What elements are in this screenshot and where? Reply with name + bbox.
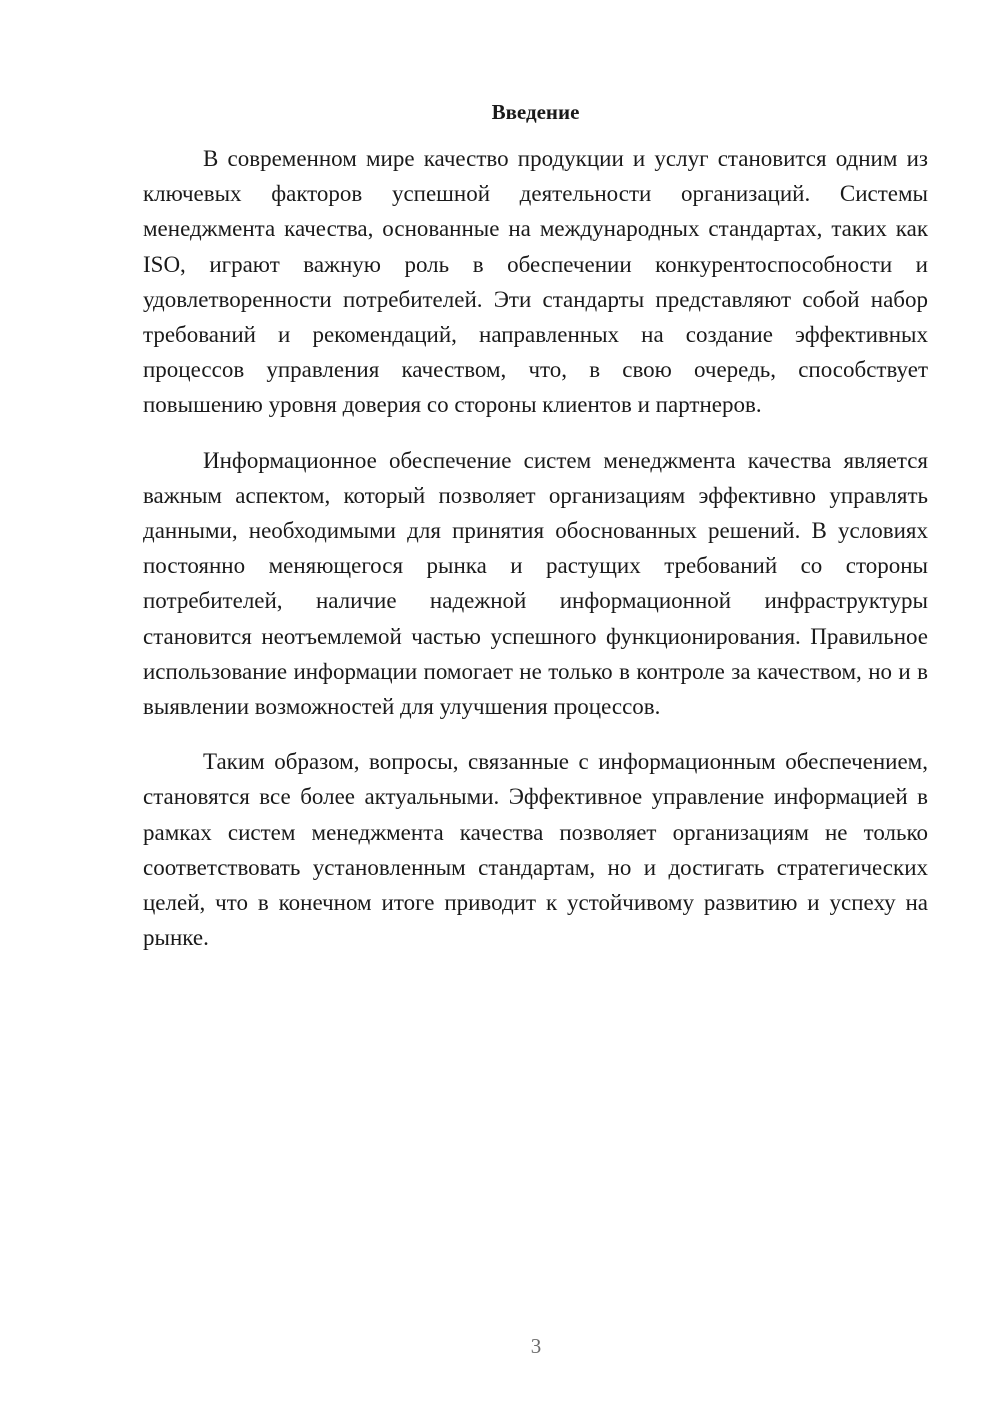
- paragraph-information-support: Информационное обеспечение систем менеджмента качества является важным аспектом, который позволяет организациям эффективно управлять данными, необходимыми для принятия обоснованных решений. В условиях постоянно меняющегося рынка и растущих требований со стороны потребителей, наличие надежной информационной инфраструктуры становится неотъемлемой частью успешного функционирования. Правильное использование информации помогает не только в контроле за качеством, но и в выявлении возможностей для улучшения процессов.: [143, 447, 928, 720]
- paragraph-conclusion: Таким образом, вопросы, связанные с информационным обеспечением, становятся все более актуальными. Эффективное управление информацией в рамках систем менеджмента качества позволяет организациям не только соответствовать установленным стандартам, но и достигать стратегических целей, что в конечном итоге приводит к устойчивому развитию и успеху на рынке.: [143, 749, 928, 951]
- section-heading: Введение: [491, 100, 580, 124]
- page-number: 3: [530, 1334, 542, 1358]
- paragraph-intro-quality: В современном мире качество продукции и услуг становится одним из ключевых факторов успешной деятельности организаций. Системы менеджмента качества, основанные на международных стандартах, таких как ISO, играют важную роль в обеспечении конкурентоспособности и удовлетворенности потребителей. Эти стандарты представляют собой набор требований и рекомендаций, направленных на создание эффективных процессов управления качеством, что, в свою очередь, способствует повышению уровня доверия со стороны клиентов и партнеров.: [143, 146, 928, 418]
- body-text: [143, 141, 928, 975]
